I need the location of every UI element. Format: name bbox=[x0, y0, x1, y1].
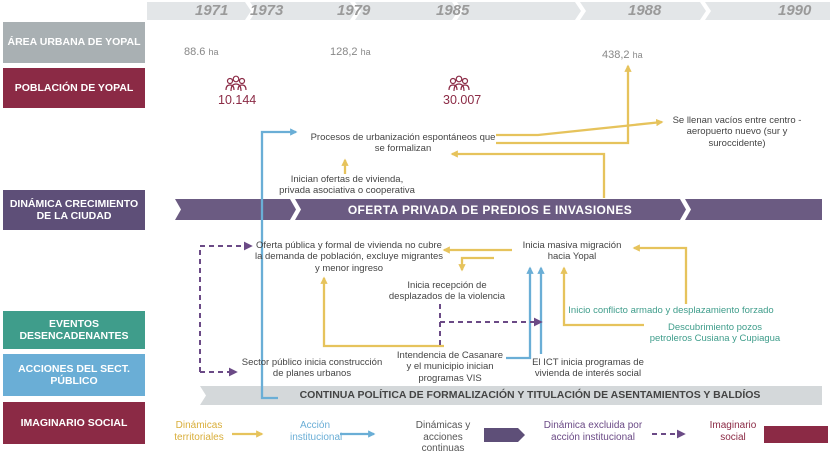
arrow-dashed-exclusion bbox=[200, 246, 251, 372]
row-label-events: EVENTOS DESENCADENANTES bbox=[3, 311, 145, 349]
arrow-yellow-petroleros bbox=[564, 268, 644, 325]
node-inician-ofertas: Inician ofertas de vivienda, privada asociativa o cooperativa bbox=[279, 174, 415, 197]
legend-continuas: Dinámicas y acciones continuas bbox=[415, 420, 471, 454]
population-value-1985: 30.007 bbox=[443, 93, 482, 107]
arrow-yellow-formalize bbox=[452, 154, 604, 198]
node-desplazados: Inicia recepción de desplazados de la violencia bbox=[388, 280, 506, 303]
legend-excluida: Dinámica excluida por acción institucional bbox=[543, 420, 643, 443]
node-conflicto: Inicio conflicto armado y desplazamiento forzado bbox=[568, 305, 774, 316]
node-ict: El ICT inicia programas de vivienda de interés social bbox=[532, 357, 644, 380]
arrow-yellow-llenan bbox=[496, 122, 662, 135]
year-1979: 1979 bbox=[337, 2, 371, 19]
legend-imaginario: Imaginario social bbox=[709, 420, 757, 443]
band-top-label: OFERTA PRIVADA DE PREDIOS E INVASIONES bbox=[347, 203, 633, 217]
year-1988: 1988 bbox=[628, 2, 662, 19]
arrow-yellow-conflicto bbox=[634, 248, 686, 304]
year-1971: 1971 bbox=[195, 2, 229, 19]
row-label-area: ÁREA URBANA DE YOPAL bbox=[3, 22, 145, 63]
area-value-1971: 88.6 ha bbox=[184, 46, 219, 58]
row-label-dynamic: DINÁMICA CRECIMIENTO DE LA CIUDAD bbox=[3, 190, 145, 230]
row-label-public: ACCIONES DEL SECT. PÚBLICO bbox=[3, 354, 145, 396]
node-sector-publico: Sector público inicia construcción de planes urbanos bbox=[241, 357, 383, 380]
population-icon bbox=[226, 76, 246, 91]
node-petroleros: Descubrimiento pozos petroleros Cusiana y Cupiagua bbox=[649, 322, 781, 345]
node-migracion: Inicia masiva migración hacia Yopal bbox=[522, 240, 622, 263]
band-bottom-label: CONTINUA POLÍTICA DE FORMALIZACIÓN Y TITULACIÓN DE ASENTAMIENTOS Y BALDÍOS bbox=[299, 389, 761, 401]
population-icon bbox=[449, 76, 469, 91]
legend-territoriales: Dinámicas territoriales bbox=[174, 420, 224, 443]
row-label-population: POBLACIÓN DE YOPAL bbox=[3, 68, 145, 108]
year-1985: 1985 bbox=[436, 2, 470, 19]
area-value-1988: 438,2 ha bbox=[602, 49, 643, 61]
node-llenan: Se llenan vacíos entre centro - aeropuerto nuevo (sur y suroccidente) bbox=[672, 115, 802, 149]
year-1973: 1973 bbox=[250, 2, 284, 19]
node-intendencia: Intendencia de Casanare y el municipio inician programas VIS bbox=[396, 350, 504, 384]
year-1990: 1990 bbox=[778, 2, 812, 19]
area-value-1979: 128,2 ha bbox=[330, 46, 371, 58]
legend-institucional: Acción institucional bbox=[290, 420, 343, 443]
node-oferta-publica: Oferta pública y formal de vivienda no cubre la demanda de población, excluye migrantes y menor ingreso bbox=[254, 240, 443, 274]
population-value-1973: 10.144 bbox=[218, 93, 257, 107]
arrow-yellow-desplazados bbox=[462, 258, 494, 270]
band-private-offer bbox=[175, 199, 296, 220]
row-label-imaginary: IMAGINARIO SOCIAL bbox=[3, 402, 145, 444]
legend-imaginary-box bbox=[764, 426, 828, 443]
legend-continuous-band bbox=[484, 428, 525, 442]
node-procesos: Procesos de urbanización espontáneos que se formalizan bbox=[310, 132, 496, 155]
